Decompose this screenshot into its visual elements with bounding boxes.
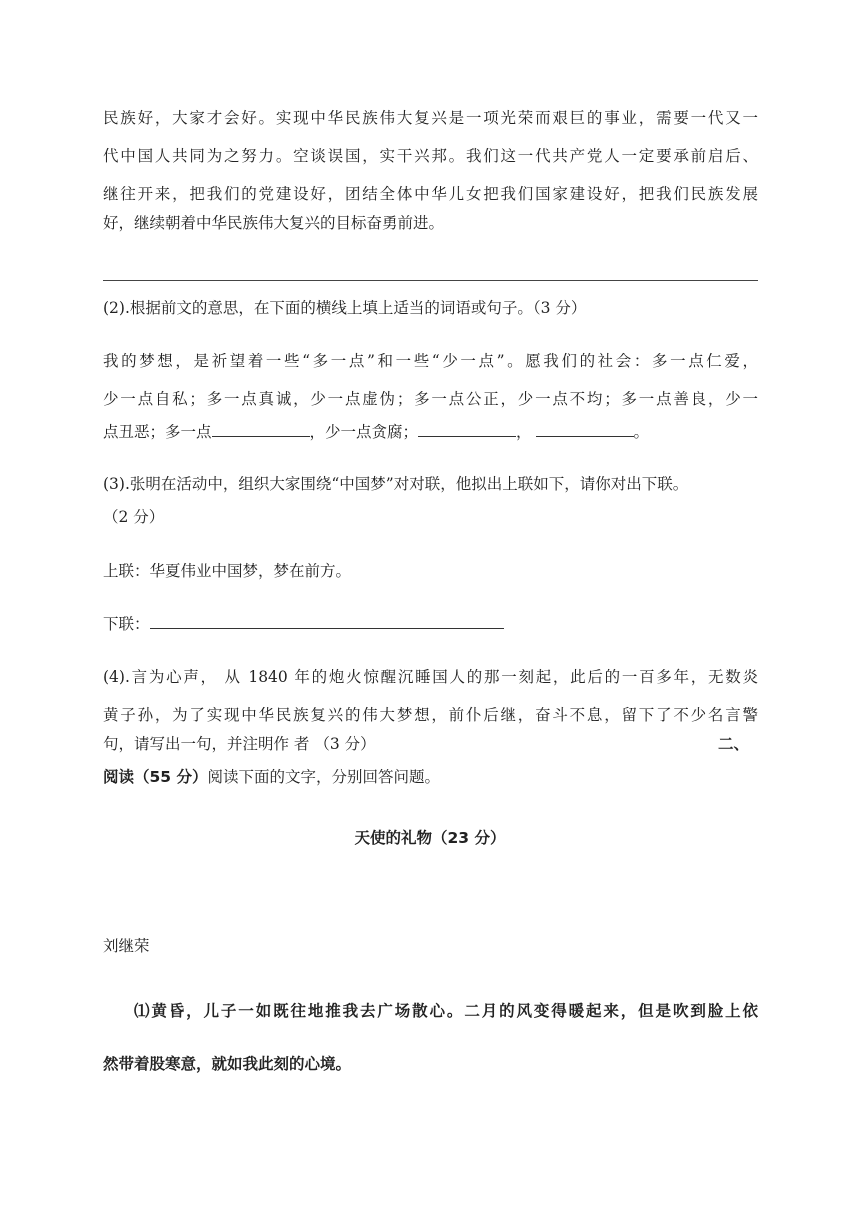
- passage-top: [103, 99, 758, 213]
- q4-line: (4).言为心声， 从 1840 年的炮火惊醒沉睡国人的那一刻起，此后的一百多年，无数炎: [103, 668, 758, 686]
- question-3-prompt: (3).张明在活动中，组织大家围绕“中国梦”对对联，他拟出上联如下，请你对出下联。: [103, 475, 689, 493]
- answer-blank-3[interactable]: [536, 422, 634, 437]
- q2-text-c: ，: [516, 423, 532, 441]
- q4-line: 黄子孙，为了实现中华民族复兴的伟大梦想，前仆后继，奋斗不息，留下了不少名言警: [103, 706, 758, 724]
- answer-blank-2[interactable]: [418, 422, 516, 437]
- q2-text-a: 点丑恶；多一点: [103, 423, 212, 441]
- q2-line: 少一点自私；多一点真诚，少一点虚伪；多一点公正，少一点不均；多一点善良，少一: [103, 390, 758, 408]
- q2-text-d: 。: [633, 423, 650, 441]
- passage-line: 继往开来，把我们的党建设好，团结全体中华儿女把我们国家建设好，把我们民族发展: [103, 185, 758, 203]
- passage-line: 好，继续朝着中华民族伟大复兴的目标奋勇前进。: [103, 214, 445, 232]
- question-2-body: [103, 342, 758, 418]
- section-2-instruction: 阅读下面的文字，分别回答问题。: [207, 768, 440, 786]
- question-3-points: （2 分）: [103, 508, 165, 526]
- section-number: 二、: [718, 735, 750, 753]
- q2-line: 我的梦想，是祈望着一些“多一点”和一些“少一点”。愿我们的社会：多一点仁爱，: [103, 352, 758, 370]
- answer-blank-1[interactable]: [212, 422, 310, 437]
- passage-line: 代中国人共同为之努力。空谈误国，实干兴邦。我们这一代共产党人一定要承前启后、: [103, 147, 758, 165]
- section-2-heading-line: [103, 767, 440, 787]
- story-para-1-line-1: ⑴黄昏，儿子一如既往地推我去广场散心。二月的风变得暖起来，但是吹到脸上依: [134, 1002, 758, 1020]
- divider: [103, 280, 758, 281]
- section-2-heading: 阅读（55 分）: [103, 768, 208, 786]
- story-title: 天使的礼物（23 分）: [354, 829, 506, 847]
- q2-text-b: ，少一点贪腐；: [309, 423, 419, 441]
- passage-line: 民族好，大家才会好。实现中华民族伟大复兴是一项光荣而艰巨的事业，需要一代又一: [103, 109, 758, 127]
- q4-line: 句，请写出一句，并注明作 者 （3 分）: [103, 735, 376, 753]
- couplet-lower-label: 下联：: [103, 615, 150, 633]
- couplet-answer-blank[interactable]: [150, 614, 504, 629]
- couplet-lower: [103, 614, 504, 634]
- q2-fill-line: [103, 422, 649, 442]
- question-4: [103, 658, 758, 734]
- question-2-prompt: (2).根据前文的意思，在下面的横线上填上适当的词语或句子。（3 分）: [103, 299, 587, 317]
- couplet-upper: 上联：华夏伟业中国梦，梦在前方。: [103, 562, 352, 580]
- story-para-1-line-2: 然带着股寒意，就如我此刻的心境。: [103, 1055, 352, 1073]
- story-author: 刘继荣: [103, 937, 150, 955]
